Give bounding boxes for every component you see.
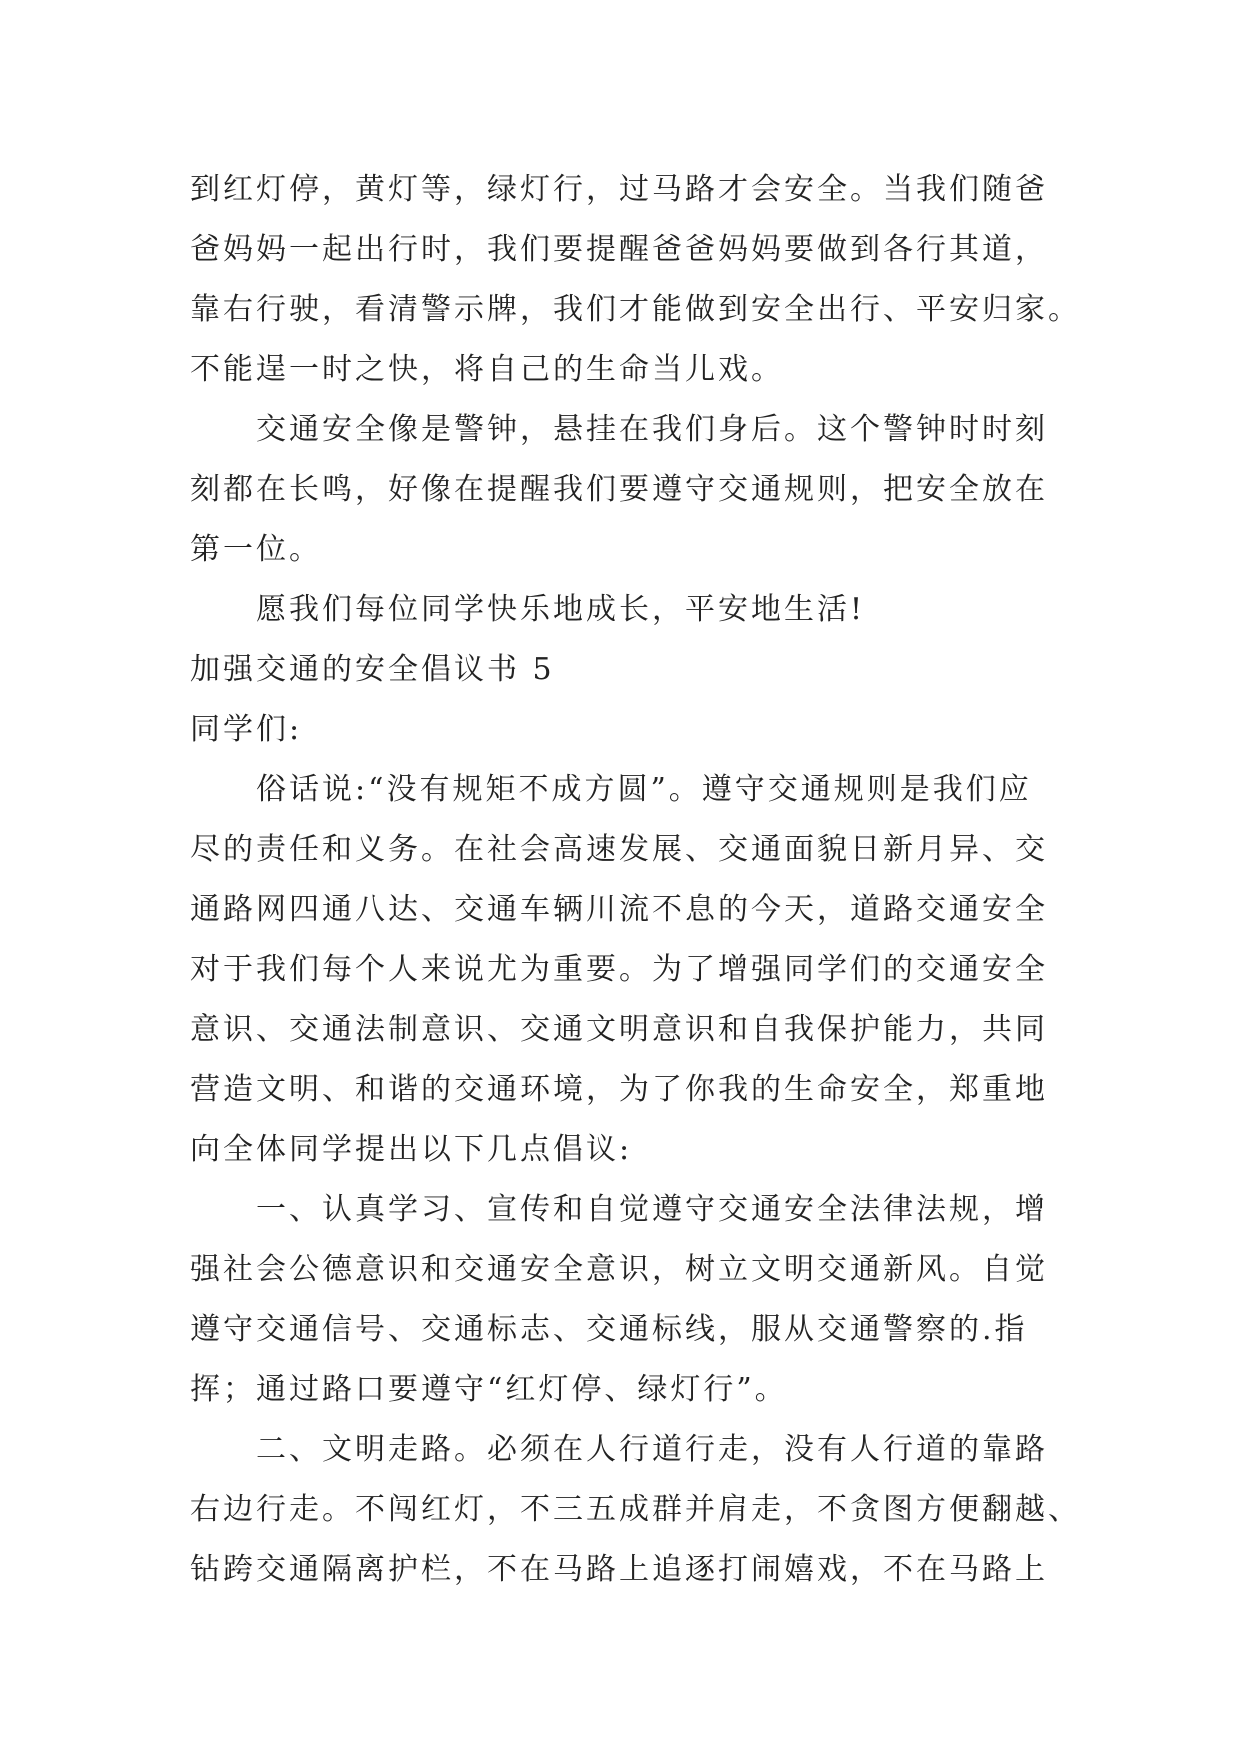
text-line: 愿我们每位同学快乐地成长，平安地生活!: [256, 592, 866, 627]
text-line: 右边行走。不闯红灯，不三五成群并肩走，不贪图方便翻越、: [190, 1492, 1081, 1527]
text-line: 不能逞一时之快，将自己的生命当儿戏。: [190, 352, 784, 387]
text-line: 强社会公德意识和交通安全意识，树立文明交通新风。自觉: [190, 1252, 1048, 1287]
text-line: 交通安全像是警钟，悬挂在我们身后。这个警钟时时刻: [256, 412, 1048, 447]
text-line: 钻跨交通隔离护栏，不在马路上追逐打闹嬉戏，不在马路上: [190, 1552, 1048, 1587]
text-line: 遵守交通信号、交通标志、交通标线，服从交通警察的.指: [190, 1312, 1028, 1347]
document-body: [190, 160, 1081, 1600]
text-line: 向全体同学提出以下几点倡议:: [190, 1132, 633, 1167]
text-line: 刻都在长鸣，好像在提醒我们要遵守交通规则，把安全放在: [190, 472, 1048, 507]
text-line: 二、文明走路。必须在人行道行走，没有人行道的靠路: [256, 1432, 1048, 1467]
text-line: 对于我们每个人来说尤为重要。为了增强同学们的交通安全: [190, 952, 1048, 987]
text-line: 意识、交通法制意识、交通文明意识和自我保护能力，共同: [190, 1012, 1048, 1047]
text-line: 通路网四通八达、交通车辆川流不息的今天，道路交通安全: [190, 892, 1048, 927]
text-line: 第一位。: [190, 532, 322, 567]
text-line: 加强交通的安全倡议书 5: [190, 652, 555, 687]
text-line: 靠右行驶，看清警示牌，我们才能做到安全出行、平安归家。: [190, 292, 1081, 327]
text-line: 爸妈妈一起出行时，我们要提醒爸爸妈妈要做到各行其道，: [190, 232, 1048, 267]
text-line: 一、认真学习、宣传和自觉遵守交通安全法律法规，增: [256, 1192, 1048, 1227]
text-line: 挥；通过路口要遵守“红灯停、绿灯行”。: [190, 1372, 788, 1407]
text-line: 俗话说:“没有规矩不成方圆”。遵守交通规则是我们应: [256, 772, 1032, 807]
text-line: 到红灯停，黄灯等，绿灯行，过马路才会安全。当我们随爸: [190, 172, 1048, 207]
text-line: 尽的责任和义务。在社会高速发展、交通面貌日新月异、交: [190, 832, 1048, 867]
text-line: 营造文明、和谐的交通环境，为了你我的生命安全，郑重地: [190, 1072, 1048, 1107]
text-line: 同学们:: [190, 712, 303, 747]
